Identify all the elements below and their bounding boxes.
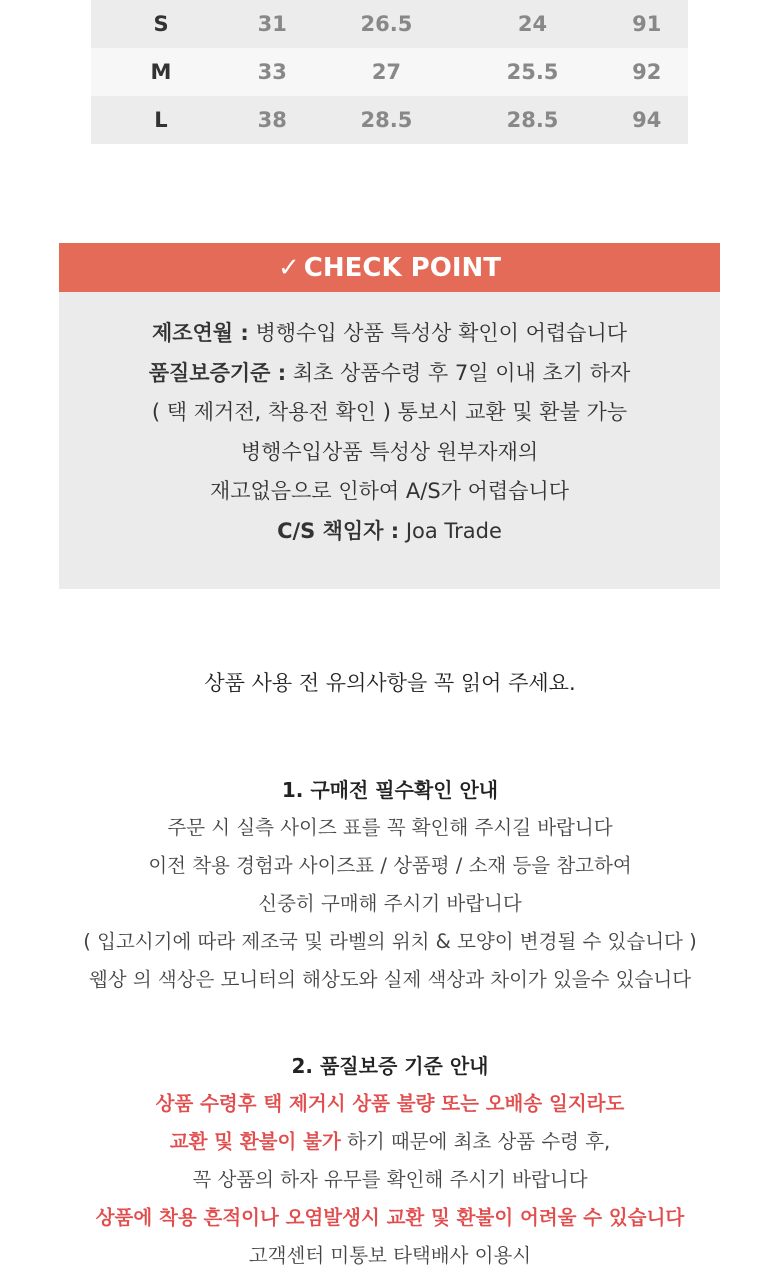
line-label: C/S 책임자 : (277, 518, 400, 543)
section-purchase-check (0, 771, 780, 999)
line-label: 제조연월 : (151, 321, 249, 345)
line-text: 병행수입상품 특성상 원부자재의 (240, 439, 539, 464)
section-line: ( 입고시기에 따라 제조국 및 라벨의 위치 & 모양이 변경될 수 있습니다 ) (83, 930, 697, 953)
check-point-line (59, 433, 720, 473)
line-label: 품질보증기준 : (148, 360, 287, 385)
table-row (91, 96, 688, 144)
section-line: 꼭 상품의 하자 유무를 확인해 주시기 바랍니다 (192, 1168, 588, 1191)
table-cell: 31 (231, 0, 313, 48)
check-point-line (59, 314, 720, 354)
section-quality-guarantee (0, 1047, 780, 1275)
table-cell: 91 (606, 0, 688, 48)
check-point-header (59, 243, 720, 292)
section-line: 신중히 구매해 주시기 바랍니다 (258, 892, 522, 915)
check-point-line (59, 472, 720, 512)
table-cell: 24 (459, 0, 605, 48)
line-text: 최초 상품수령 후 7일 이내 초기 하자 (286, 360, 631, 385)
section-line: 고객센터 미통보 타택배사 이용시 (248, 1244, 532, 1267)
section-line (0, 1123, 780, 1161)
table-cell: 26.5 (313, 0, 459, 48)
table-cell: 33 (231, 48, 313, 96)
warning-line: 상품 수령후 택 제거시 상품 불량 또는 오배송 일지라도 (155, 1092, 625, 1115)
table-cell: 27 (313, 48, 459, 96)
line-text: ( 택 제거전, 착용전 확인 ) 통보시 교환 및 환불 가능 (151, 400, 628, 424)
table-cell: 38 (231, 96, 313, 144)
table-cell: 28.5 (313, 96, 459, 144)
table-row (91, 48, 688, 96)
checkmark-icon: ✓ (277, 252, 300, 283)
section-line: 웹상 의 색상은 모니터의 해상도와 실제 색상과 차이가 있을수 있습니다 (88, 968, 692, 991)
table-cell: 25.5 (459, 48, 605, 96)
table-cell: 94 (606, 96, 688, 144)
line-text: Joa Trade (399, 518, 502, 543)
section-line: 주문 시 실측 사이즈 표를 꼭 확인해 주시길 바랍니다 (167, 816, 613, 839)
section-title: 2. 품질보증 기준 안내 (291, 1054, 489, 1078)
size-table (91, 0, 688, 144)
check-point-line (59, 393, 720, 433)
line-text: 재고없음으로 인하여 A/S가 어렵습니다 (209, 479, 570, 503)
line-text: 병행수입 상품 특성상 확인이 어렵습니다 (248, 321, 628, 345)
table-cell: 92 (606, 48, 688, 96)
check-point-body (59, 292, 720, 589)
table-cell: 28.5 (459, 96, 605, 144)
check-point-line (59, 512, 720, 552)
section-title: 1. 구매전 필수확인 안내 (281, 778, 499, 802)
size-label: S (91, 0, 231, 48)
size-label: M (91, 48, 231, 96)
size-label: L (91, 96, 231, 144)
check-point-title: CHECK POINT (303, 252, 501, 283)
line-text: 하기 때문에 최초 상품 수령 후, (340, 1130, 611, 1153)
table-row (91, 0, 688, 48)
section-line: 이전 착용 경험과 사이즈표 / 상품평 / 소재 등을 참고하여 (148, 854, 632, 877)
check-point-line (59, 354, 720, 394)
warning-line: 상품에 착용 흔적이나 오염발생시 교환 및 환불이 어려울 수 있습니다 (95, 1206, 685, 1229)
warning-text: 교환 및 환불이 불가 (169, 1130, 341, 1153)
usage-notice: 상품 사용 전 유의사항을 꼭 읽어 주세요. (204, 671, 576, 695)
